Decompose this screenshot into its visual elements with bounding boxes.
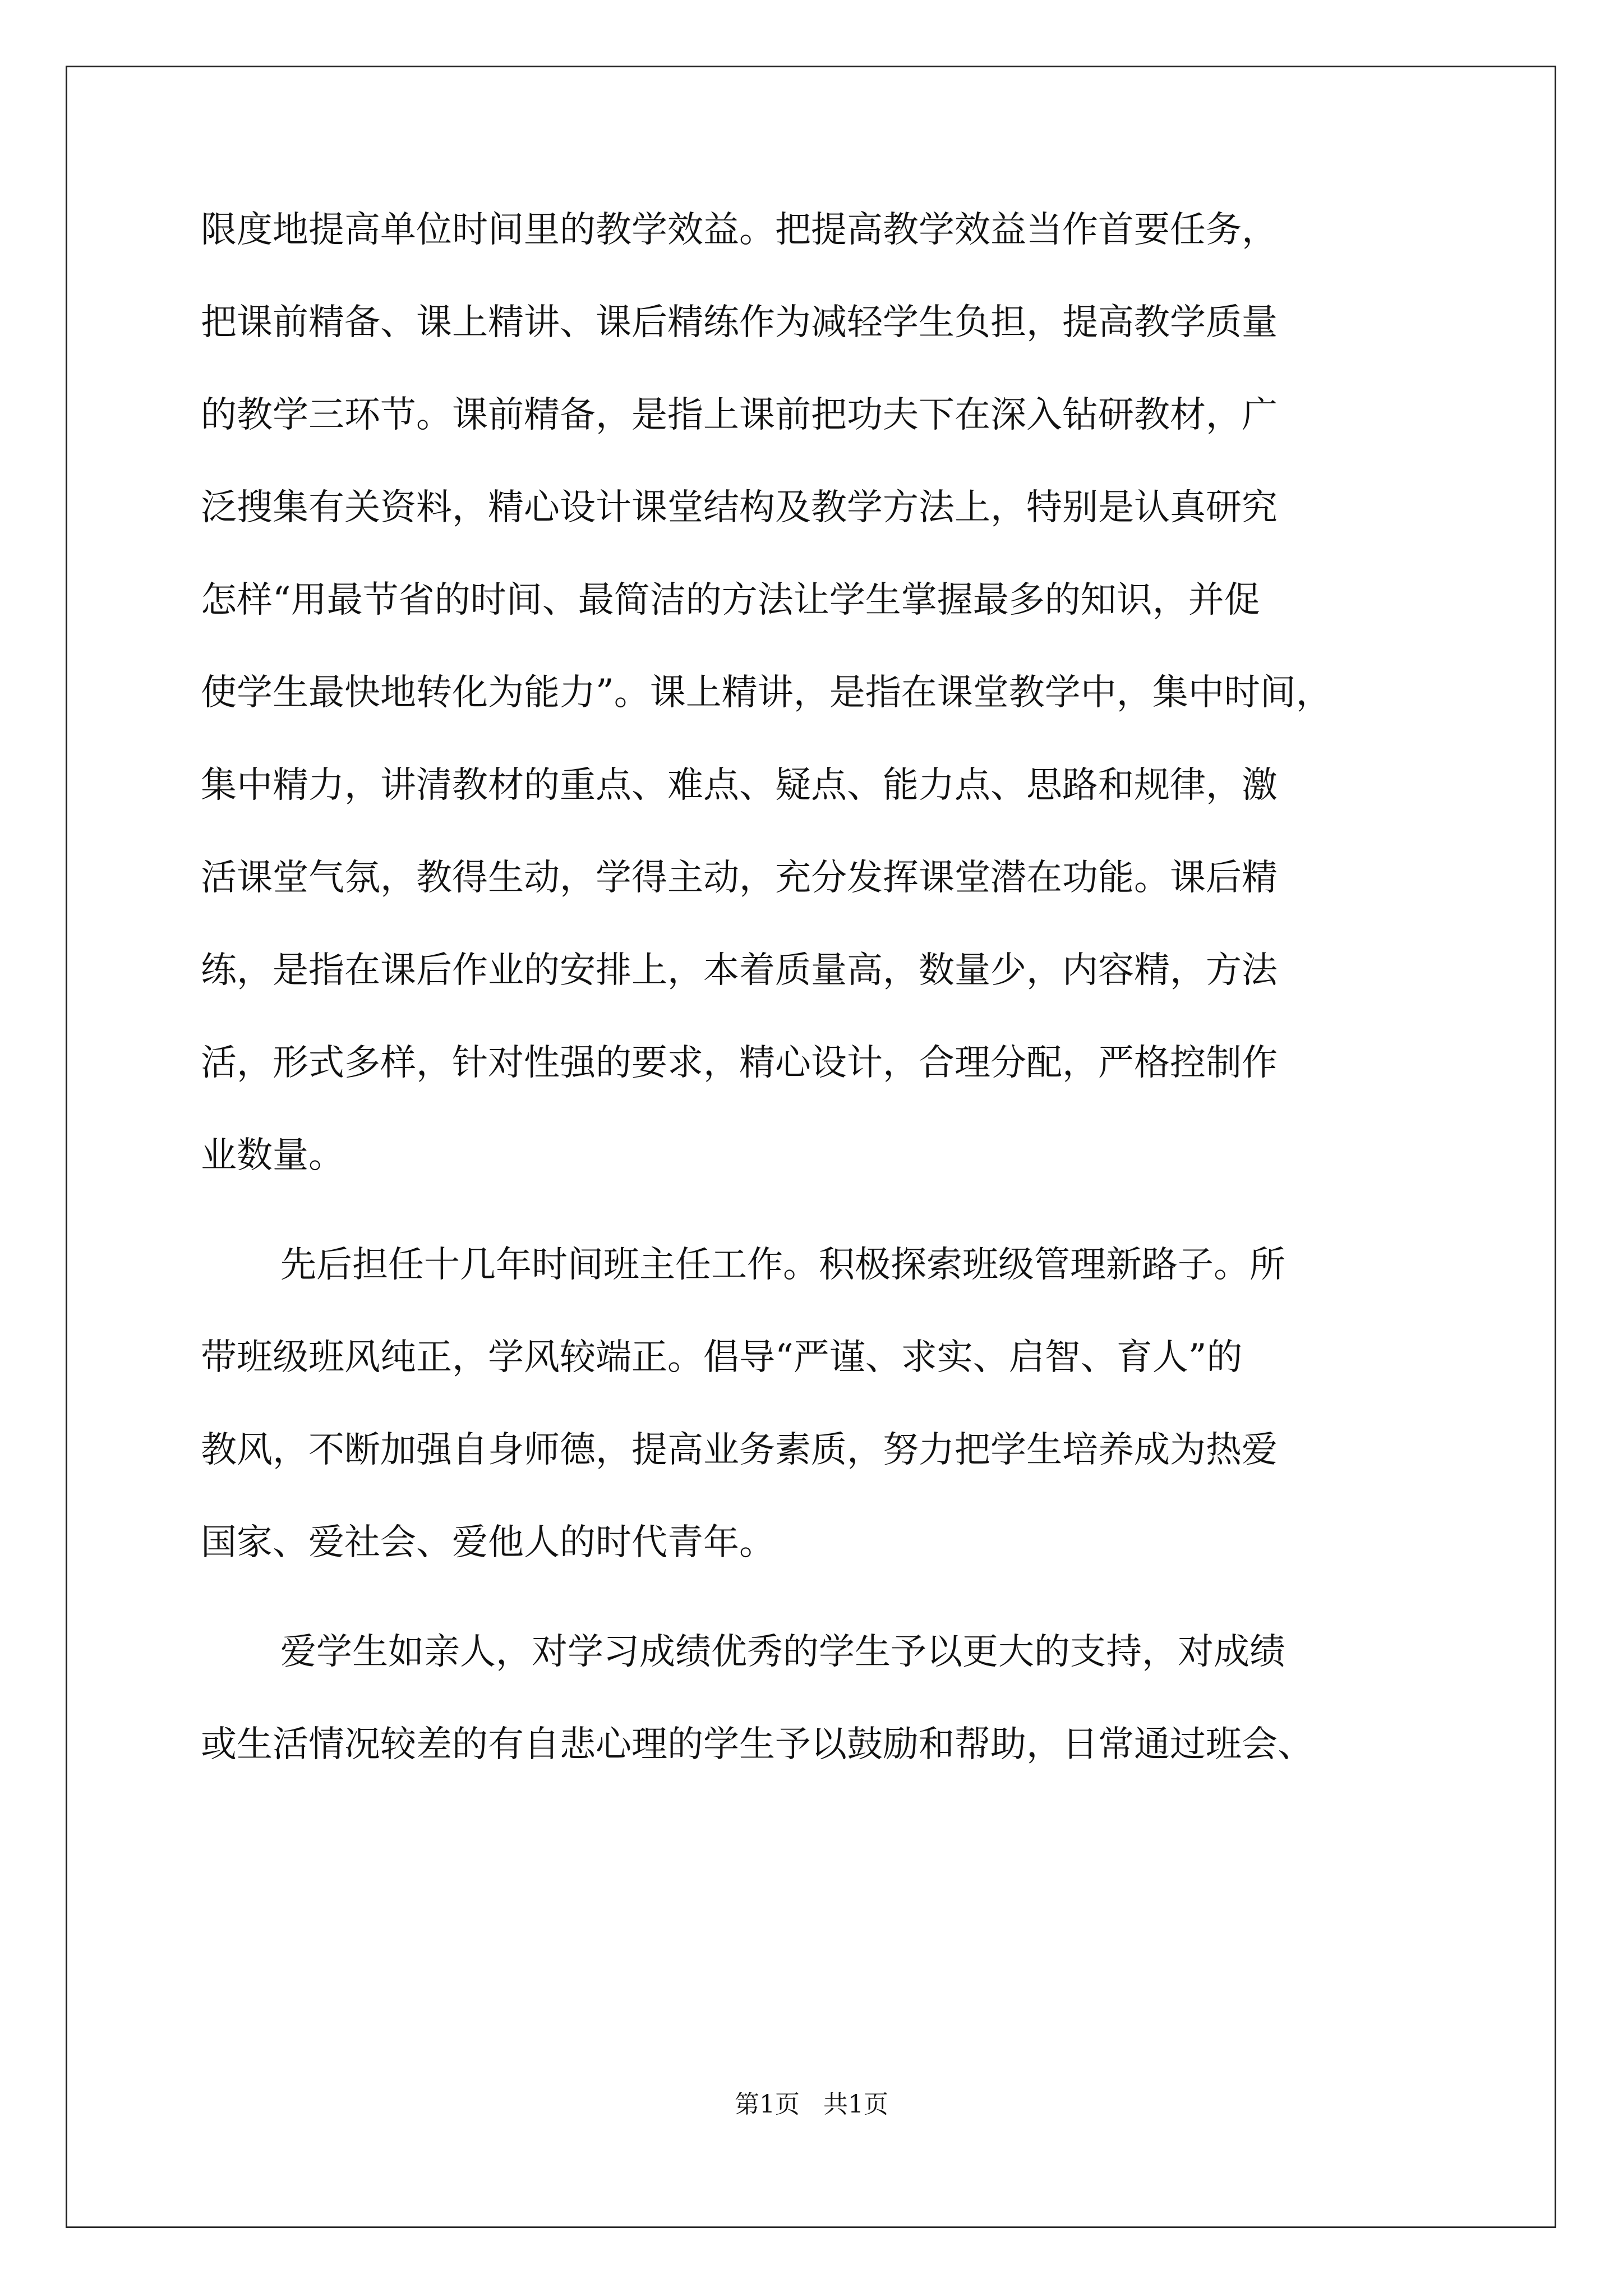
document-body [201,206,1468,1814]
text-line: 泛搜集有关资料，精心设计课堂结构及教学方法上，特别是认真研究 [201,487,1278,528]
text-line: 集中精力，讲清教材的重点、难点、疑点、能力点、思路和规律，激 [201,765,1278,806]
text-line: 或生活情况较差的有自悲心理的学生予以鼓励和帮助，日常通过班会、 [201,1724,1313,1765]
text-line: 业数量。 [201,1135,344,1176]
page-footer: 第1页 共1页 [735,2090,888,2119]
paragraph-gap [201,1225,1468,1241]
text-line: 带班级班风纯正，学风较端正。倡导“严谨、求实、启智、育人”的 [201,1337,1243,1378]
text-line: 国家、爱社会、爱他人的时代青年。 [201,1522,775,1563]
text-line: 限度地提高单位时间里的教学效益。把提高教学效益当作首要任务， [201,209,1278,251]
text-line: 使学生最快地转化为能力”。课上精讲，是指在课堂教学中，集中时间， [201,672,1332,714]
text-line: 的教学三环节。课前精备，是指上课前把功夫下在深入钻研教材，广 [201,394,1278,436]
paragraph-gap [201,1612,1468,1628]
text-line: 教风，不断加强自身师德，提高业务素质，努力把学生培养成为热爱 [201,1429,1278,1471]
text-line: 先后担任十几年时间班主任工作。积极探索班级管理新路子。所 [280,1244,1285,1286]
text-line: 练，是指在课后作业的安排上，本着质量高，数量少，内容精，方法 [201,950,1278,991]
text-line: 爱学生如亲人，对学习成绩优秀的学生予以更大的支持，对成绩 [280,1631,1285,1673]
text-line: 把课前精备、课上精讲、课后精练作为减轻学生负担，提高教学质量 [201,302,1278,343]
text-line: 活课堂气氛，教得生动，学得主动，充分发挥课堂潜在功能。课后精 [201,857,1278,899]
text-line: 活，形式多样，针对性强的要求，精心设计，合理分配，严格控制作 [201,1042,1278,1084]
text-line: 怎样“用最节省的时间、最简洁的方法让学生掌握最多的知识，并促 [201,579,1260,621]
